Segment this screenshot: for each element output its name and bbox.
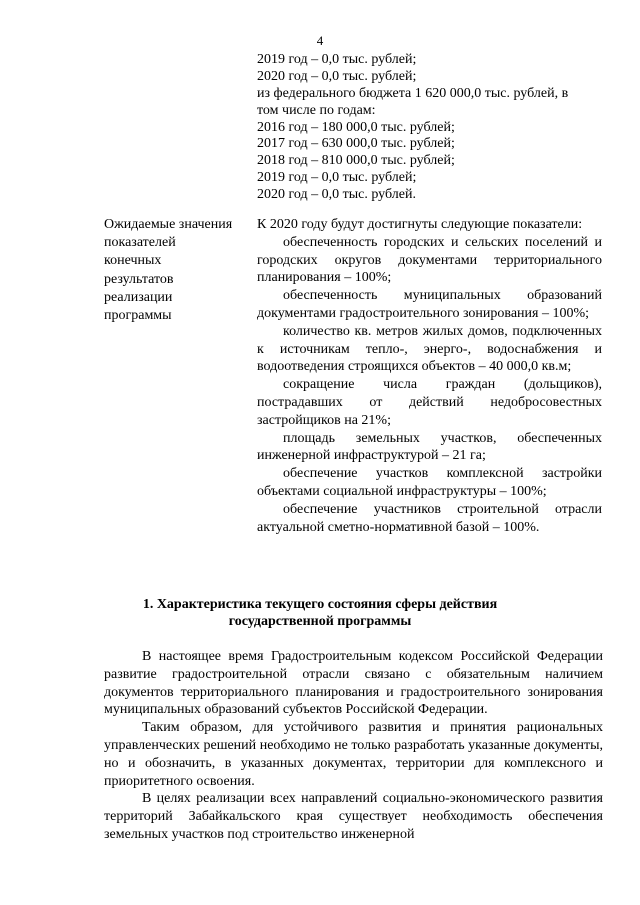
indicator-item: площадь земельных участков, обеспеченных инженерной инфраструктурой – 21 га; [257,430,602,464]
indicators-label [104,216,254,325]
label-line: реализации [104,289,173,305]
funding-line: 2017 год – 630 000,0 тыс. рублей; [257,136,455,152]
section-heading [0,596,640,630]
label-line: результатов [104,271,174,287]
section-heading-line-1: 1. Характеристика текущего состояния сферы действия [142,597,498,612]
indicators-intro: К 2020 году будут достигнуты следующие показатели: [257,217,583,232]
indicator-item: обеспечение участников строительной отрасли актуальной сметно-нормативной базой – 100%. [257,501,602,535]
indicators-list [257,216,602,536]
funding-line: из федерального бюджета 1 620 000,0 тыс. рублей, в [257,85,569,101]
funding-line: 2020 год – 0,0 тыс. рублей; [257,68,417,84]
indicator-item: обеспеченность муниципальных образований документами градостроительного зонирования – 100%; [257,288,602,321]
funding-lines [257,52,605,204]
label-line: Ожидаемые значения [104,217,233,232]
label-line: программы [104,307,172,323]
page-number: 4 [316,33,324,48]
indicator-item: обеспеченность городских и сельских поселений и городских округов документами территориального планирования – 100%; [257,234,602,286]
funding-line: 2019 год – 0,0 тыс. рублей; [257,52,417,67]
funding-line: 2016 год – 180 000,0 тыс. рублей; [257,119,455,135]
body-paragraph: В целях реализации всех направлений социально-экономического развития территорий Забайкальского края существует необходимость обеспечения земельных участков под строительство инженерной [104,791,603,842]
body-paragraph: Таким образом, для устойчивого развития и принятия рациональных управленческих решений необходимо не только разработать указанные документы, но и обозначить, в указанных документах, территории для комплексного и приоритетного освоения. [104,720,603,789]
section-heading-line-2: государственной программы [228,614,412,629]
section-body [104,648,603,844]
label-line: показателей [104,235,176,251]
label-line: конечных [104,253,162,269]
funding-line: 2020 год – 0,0 тыс. рублей. [257,187,416,203]
body-paragraph: В настоящее время Градостроительным кодексом Российской Федерации развитие градостроительной отрасли связано с обязательным наличием документов территориального планирования и градостроительного зонирования муниципальных образований субъектов Российской Федерации. [104,649,603,718]
indicator-item: количество кв. метров жилых домов, подключенных к источникам тепло-, энерго-, водоснабжения и водоотведения строящихся объектов – 40 000,0 кв.м; [257,323,602,375]
indicator-item: обеспечение участков комплексной застройки объектами социальной инфраструктуры – 100%; [257,466,602,499]
funding-line: том числе по годам: [257,102,376,118]
indicator-item: сокращение числа граждан (дольщиков), пострадавших от действий недобросовестных застройщиков на 21%; [257,377,602,428]
funding-line: 2019 год – 0,0 тыс. рублей; [257,170,417,186]
funding-line: 2018 год – 810 000,0 тыс. рублей; [257,153,455,169]
